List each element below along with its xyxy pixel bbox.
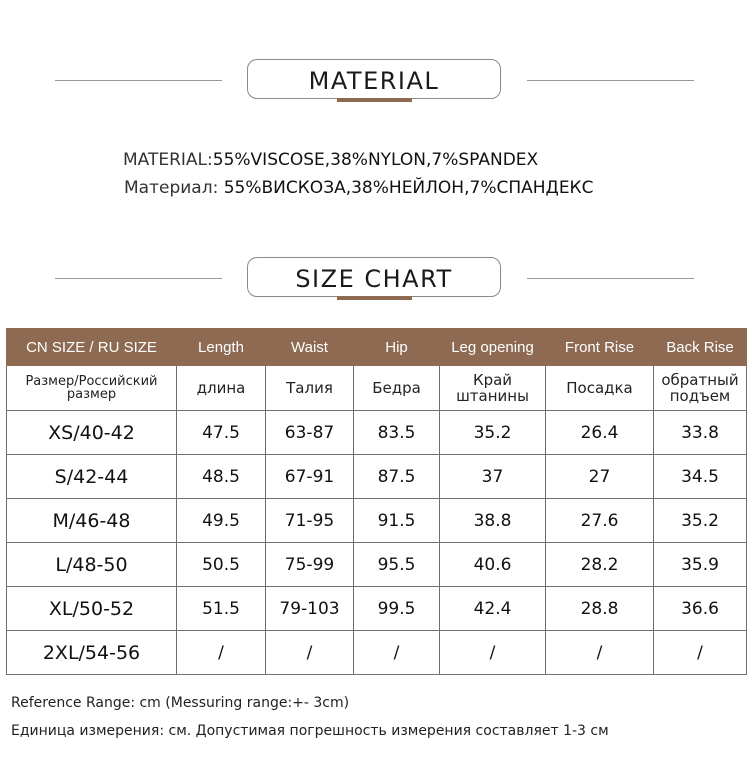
table-cell: 38.8	[440, 499, 546, 543]
table-cell: 28.2	[546, 543, 654, 587]
table-cell: XL/50-52	[7, 587, 177, 631]
table-cell: 34.5	[654, 455, 747, 499]
table-header-row	[7, 329, 747, 366]
size-chart-section-header	[0, 257, 750, 301]
ru-header-leg-opening: Край штанины	[440, 366, 546, 411]
material-line-en	[123, 150, 538, 170]
table-cell: 47.5	[177, 411, 266, 455]
table-cell: M/46-48	[7, 499, 177, 543]
table-cell: 26.4	[546, 411, 654, 455]
accent-underline	[337, 98, 412, 102]
header-leg-opening: Leg opening	[440, 329, 546, 366]
table-cell: 36.6	[654, 587, 747, 631]
table-cell: 37	[440, 455, 546, 499]
divider-line	[527, 278, 694, 279]
ru-header-front-rise: Посадка	[546, 366, 654, 411]
header-hip: Hip	[354, 329, 440, 366]
material-section-header	[0, 59, 750, 103]
table-cell: 91.5	[354, 499, 440, 543]
header-waist: Waist	[266, 329, 354, 366]
table-cell: 49.5	[177, 499, 266, 543]
material-title: MATERIAL	[308, 67, 440, 95]
table-cell: 48.5	[177, 455, 266, 499]
table-cell: 83.5	[354, 411, 440, 455]
material-title-box	[247, 59, 501, 99]
table-cell: 50.5	[177, 543, 266, 587]
table-row	[7, 455, 747, 499]
table-cell: 27.6	[546, 499, 654, 543]
table-cell: /	[440, 631, 546, 675]
table-cell: 28.8	[546, 587, 654, 631]
size-chart-table	[6, 328, 747, 675]
table-cell: 95.5	[354, 543, 440, 587]
accent-underline	[337, 296, 412, 300]
material-line-ru	[124, 178, 594, 198]
ru-header-hip: Бедра	[354, 366, 440, 411]
ru-header-waist: Талия	[266, 366, 354, 411]
table-cell: 35.9	[654, 543, 747, 587]
table-cell: 99.5	[354, 587, 440, 631]
table-cell: 51.5	[177, 587, 266, 631]
table-cell: S/42-44	[7, 455, 177, 499]
reference-range-note: Reference Range: cm (Messuring range:+- 3cm)	[11, 695, 350, 711]
material-value-ru: 55%ВИСКОЗА,38%НЕЙЛОН,7%СПАНДЕКС	[223, 178, 594, 198]
header-front-rise: Front Rise	[546, 329, 654, 366]
material-value-en: 55%VISCOSE,38%NYLON,7%SPANDEX	[212, 150, 539, 170]
table-cell: 35.2	[654, 499, 747, 543]
header-length: Length	[177, 329, 266, 366]
table-row	[7, 587, 747, 631]
divider-line	[55, 278, 222, 279]
divider-line	[55, 80, 222, 81]
table-cell: 67-91	[266, 455, 354, 499]
table-cell: 35.2	[440, 411, 546, 455]
table-row	[7, 411, 747, 455]
table-cell: 63-87	[266, 411, 354, 455]
header-cn-size: CN SIZE / RU SIZE	[7, 329, 177, 366]
table-cell: /	[177, 631, 266, 675]
size-chart-title-box	[247, 257, 501, 297]
table-cell: /	[546, 631, 654, 675]
table-cell: 27	[546, 455, 654, 499]
measurement-unit-note-ru: Единица измерения: см. Допустимая погрешность измерения составляет 1-3 см	[11, 723, 609, 739]
table-cell: /	[654, 631, 747, 675]
table-cell: 75-99	[266, 543, 354, 587]
header-back-rise: Back Rise	[654, 329, 747, 366]
table-ru-header-row	[7, 366, 747, 411]
material-label-en: MATERIAL:	[123, 150, 213, 170]
table-cell: 71-95	[266, 499, 354, 543]
table-cell: 2XL/54-56	[7, 631, 177, 675]
table-cell: L/48-50	[7, 543, 177, 587]
table-row	[7, 631, 747, 675]
table-cell: 79-103	[266, 587, 354, 631]
table-row	[7, 499, 747, 543]
table-cell: XS/40-42	[7, 411, 177, 455]
size-chart-title: SIZE CHART	[295, 265, 453, 293]
table-cell: /	[354, 631, 440, 675]
table-cell: /	[266, 631, 354, 675]
table-cell: 87.5	[354, 455, 440, 499]
ru-header-size: Размер/Российский размер	[7, 366, 177, 411]
divider-line	[527, 80, 694, 81]
table-cell: 33.8	[654, 411, 747, 455]
table-cell: 40.6	[440, 543, 546, 587]
table-cell: 42.4	[440, 587, 546, 631]
material-label-ru: Материал:	[124, 178, 219, 198]
ru-header-length: длина	[177, 366, 266, 411]
table-row	[7, 543, 747, 587]
ru-header-back-rise: обратный подъем	[654, 366, 747, 411]
